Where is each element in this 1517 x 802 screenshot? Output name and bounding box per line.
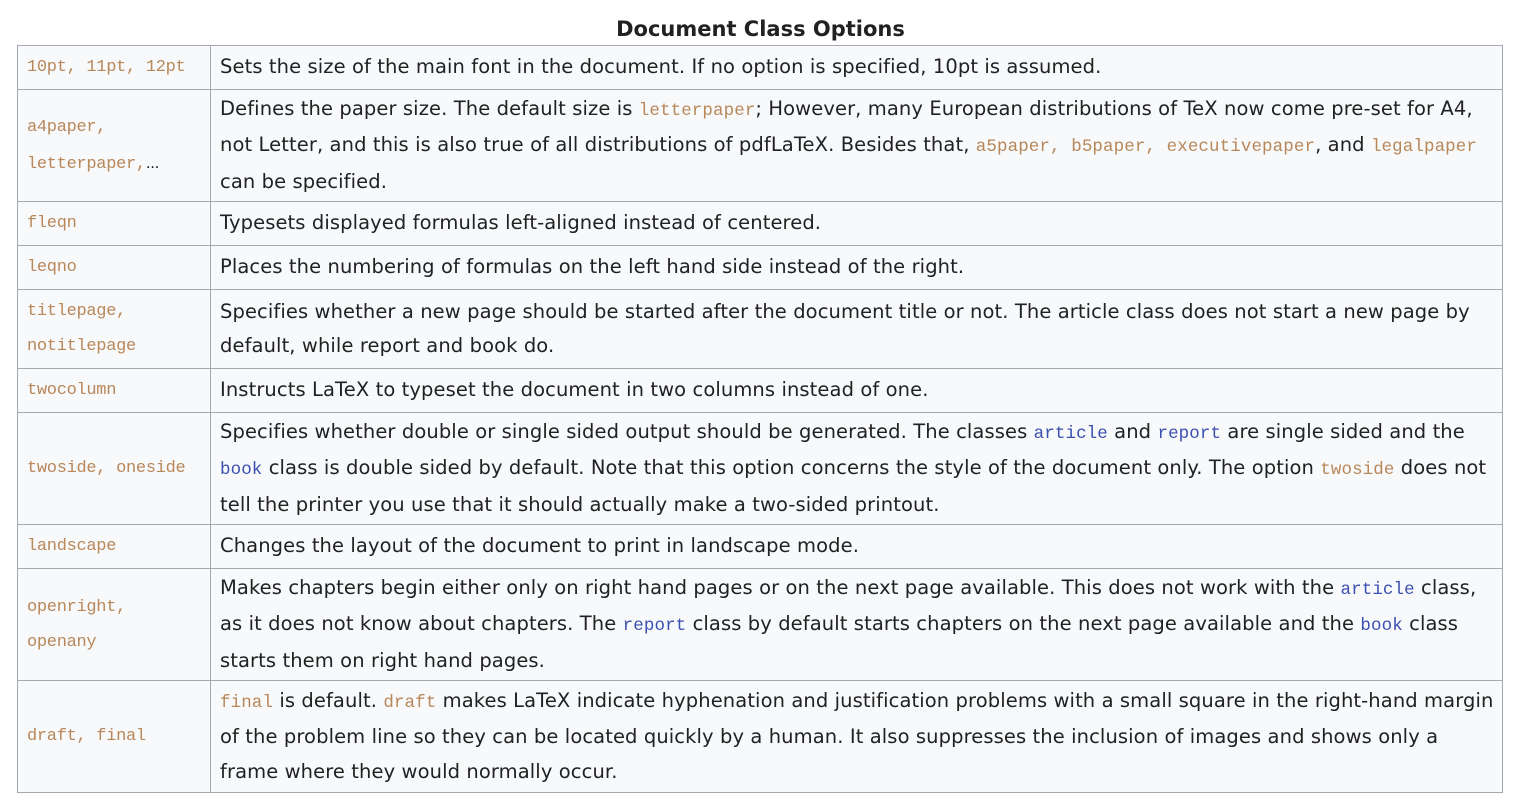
inline-code: twoside: [1320, 460, 1395, 481]
table-row: [18, 569, 1503, 681]
option-code: letterpaper,: [27, 154, 146, 174]
inline-code: draft: [383, 692, 437, 713]
description-text: class is double sided by default. Note that this option concerns the style of the document only. The option: [262, 456, 1321, 480]
description-text: are single sided and the: [1221, 419, 1465, 443]
description-text: Makes chapters begin either only on right hand pages or on the next page available. This does not work with the: [220, 575, 1341, 599]
option-code: a4paper,: [27, 117, 107, 137]
inline-code: final: [220, 692, 274, 713]
table-row: [18, 681, 1503, 793]
option-code: notitlepage: [27, 337, 136, 356]
description-text: Specifies whether double or single sided output should be generated. The classes: [220, 419, 1034, 443]
option-cell: twocolumn: [18, 369, 211, 413]
description-cell: Sets the size of the main font in the document. If no option is specified, 10pt is assumed.: [211, 46, 1503, 90]
option-code: openany: [27, 632, 97, 652]
option-cell: fleqn: [18, 202, 211, 246]
description-cell: [211, 90, 1503, 202]
document-class-options-table: [17, 45, 1503, 793]
description-cell: [211, 681, 1503, 793]
option-cell: landscape: [18, 525, 211, 569]
table-row: [18, 90, 1503, 202]
option-code: openright,: [27, 597, 127, 617]
option-ellipsis: ...: [145, 152, 160, 172]
class-link[interactable]: book: [220, 460, 263, 481]
class-link[interactable]: book: [1360, 616, 1403, 637]
table-row: [18, 46, 1503, 90]
option-cell: leqno: [18, 246, 211, 290]
description-cell: Changes the layout of the document to print in landscape mode.: [211, 525, 1503, 569]
option-cell: [18, 290, 211, 369]
table-row: [18, 290, 1503, 369]
description-text: does not tell the printer you use that it should actually make a two-sided printout.: [220, 456, 1487, 516]
description-text: class by default starts chapters on the next page available and the: [686, 612, 1361, 636]
inline-code: letterpaper: [638, 100, 756, 121]
description-text: Defines the paper size. The default size is: [220, 96, 639, 120]
table-row: [18, 202, 1503, 246]
description-cell: [211, 569, 1503, 681]
description-cell: [211, 413, 1503, 525]
option-cell: 10pt, 11pt, 12pt: [18, 46, 211, 90]
description-text: and: [1107, 419, 1158, 443]
description-text: is default.: [273, 688, 384, 712]
table-caption: Document Class Options: [616, 17, 905, 41]
description-cell: Instructs LaTeX to typeset the document in two columns instead of one.: [211, 369, 1503, 413]
inline-code: legalpaper: [1370, 137, 1477, 158]
description-text: , and: [1315, 133, 1371, 157]
description-text: class, as it does not know about chapters. The: [220, 575, 1477, 636]
table-row: [18, 369, 1503, 413]
description-cell: Specifies whether a new page should be started after the document title or not. The article class does not start a new page by default, while report and book do.: [211, 290, 1503, 369]
table-row: [18, 413, 1503, 525]
description-text: class starts them on right hand pages.: [220, 612, 1459, 672]
description-text: can be specified.: [220, 169, 388, 193]
description-text: ; However, many European distributions of TeX now come pre-set for A4, not Letter, and this is also true of all distributions of pdfLaTeX. Besides that,: [220, 96, 1473, 157]
description-cell: Places the numbering of formulas on the left hand side instead of the right.: [211, 246, 1503, 290]
table-row: [18, 246, 1503, 290]
option-cell: [18, 569, 211, 681]
option-cell: twoside, oneside: [18, 413, 211, 525]
option-cell: draft, final: [18, 681, 211, 793]
inline-code: a5paper, b5paper, executivepaper: [975, 137, 1316, 158]
description-cell: Typesets displayed formulas left-aligned instead of centered.: [211, 202, 1503, 246]
option-code: titlepage,: [27, 302, 127, 321]
class-link[interactable]: report: [1157, 423, 1222, 444]
table-row: [18, 525, 1503, 569]
option-cell: [18, 90, 211, 202]
class-link[interactable]: article: [1033, 423, 1108, 444]
class-link[interactable]: report: [622, 616, 687, 637]
class-link[interactable]: article: [1340, 579, 1415, 600]
description-text: makes LaTeX indicate hyphenation and justification problems with a small square in the right-hand margin of the problem line so they can be located quickly by a human. It also suppresses the inclusion of images and shows only a frame where they would normally occur.: [220, 688, 1494, 783]
